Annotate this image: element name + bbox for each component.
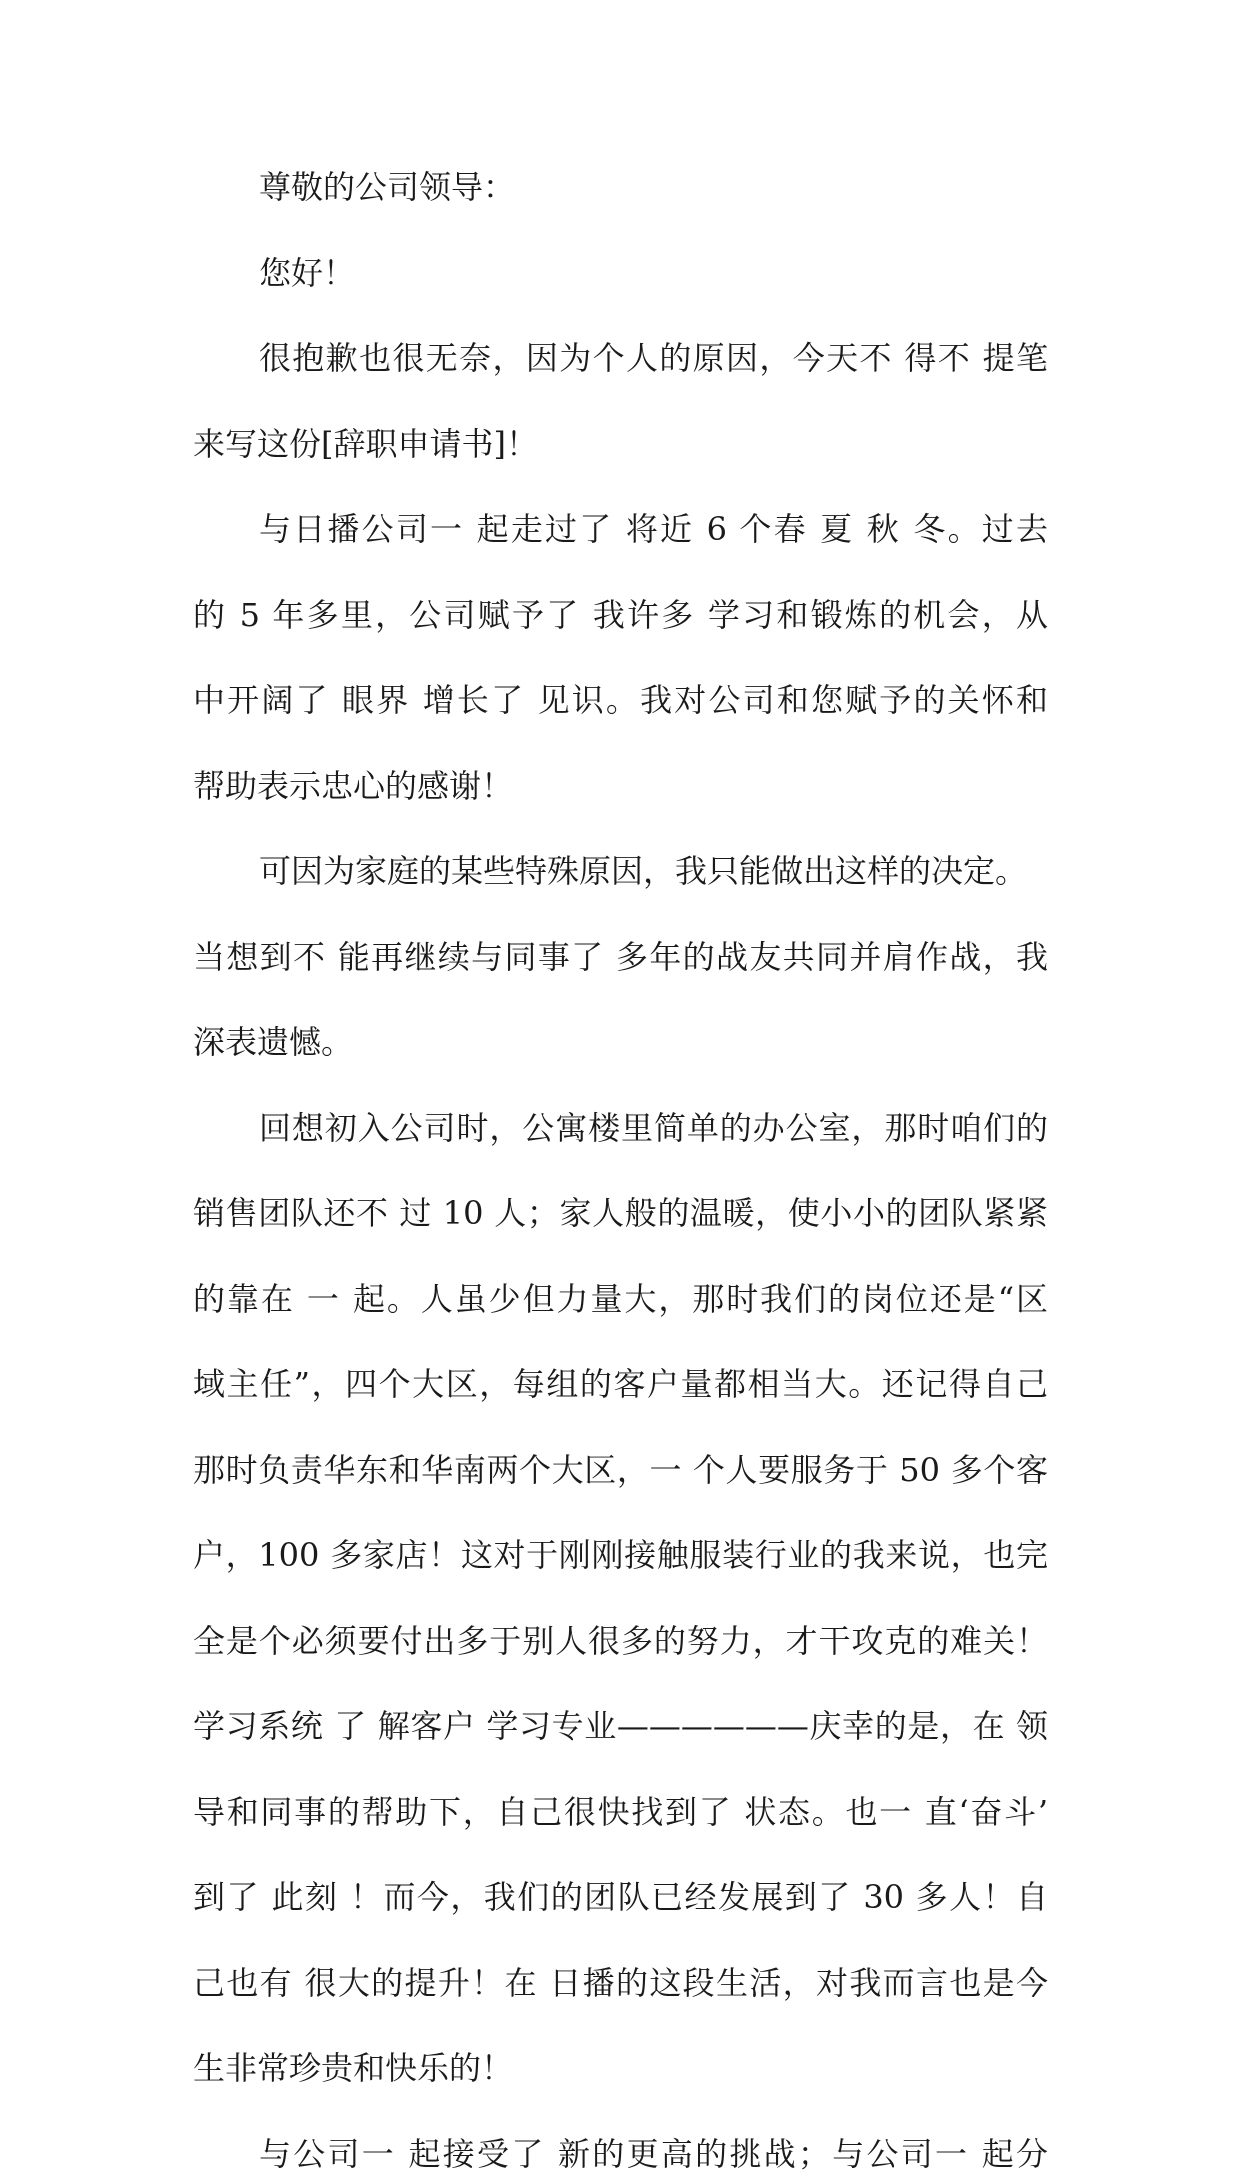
paragraph-line: 全是个必须要付出多于别人很多的努力，才干攻克的难关！	[193, 1621, 1048, 1660]
paragraph-line: 的 5 年多里，公司赋予了 我许多 学习和锻炼的机会，从	[193, 595, 1048, 634]
paragraph-line: 学习系统 了 解客户 学习专业——————庆幸的是，在 领	[193, 1707, 1048, 1745]
paragraph-line: 那时负责华东和华南两个大区，一 个人要服务于 50 多个客	[193, 1450, 1048, 1489]
paragraph-line: 户，100 多家店！这对于刚刚接触服装行业的我来说，也完	[193, 1536, 1048, 1574]
paragraph-line: 当想到不 能再继续与同事了 多年的战友共同并肩作战，我	[193, 937, 1048, 976]
paragraph-line: 深表遗憾。	[193, 1023, 354, 1061]
paragraph-line: 中开阔了 眼界 增长了 见识。我对公司和您赋予的关怀和	[193, 681, 1048, 719]
paragraph-line: 生非常珍贵和快乐的！	[193, 2049, 514, 2087]
paragraph-line: 导和同事的帮助下，自己很快找到了 状态。也一 直‘奋斗’	[193, 1792, 1048, 1831]
paragraph-line: 销售团队还不 过 10 人；家人般的温暖，使小小的团队紧紧	[193, 1194, 1048, 1232]
paragraph-first-line: 您好！	[259, 253, 356, 292]
paragraph-line: 到了 此刻 ！而今，我们的团队已经发展到了 30 多人！自	[193, 1878, 1048, 1916]
paragraph-first-line: 与公司一 起接受了 新的更高的挑战；与公司一 起分	[259, 2134, 1048, 2173]
paragraph-first-line: 很抱歉也很无奈，因为个人的原因，今天不 得不 提笔	[259, 339, 1048, 377]
paragraph-first-line: 回想初入公司时，公寓楼里简单的办公室，那时咱们的	[259, 1108, 1048, 1147]
paragraph-line: 帮助表示忠心的感谢！	[193, 766, 514, 805]
paragraph-line: 的靠在 一 起。人虽少但力量大，那时我们的岗位还是“区	[193, 1279, 1048, 1318]
paragraph-line: 己也有 很大的提升！在 日播的这段生活，对我而言也是今	[193, 1963, 1048, 2002]
paragraph-line: 域主任”，四个大区，每组的客户量都相当大。还记得自己	[193, 1365, 1048, 1403]
paragraph-first-line: 尊敬的公司领导：	[259, 168, 516, 206]
paragraph-line: 来写这份[辞职申请书]！	[193, 424, 538, 463]
paragraph-first-line: 与日播公司一 起走过了 将近 6 个春 夏 秋 冬。过去	[259, 510, 1048, 548]
paragraph-first-line: 可因为家庭的某些特殊原因，我只能做出这样的决定。	[259, 852, 1028, 890]
